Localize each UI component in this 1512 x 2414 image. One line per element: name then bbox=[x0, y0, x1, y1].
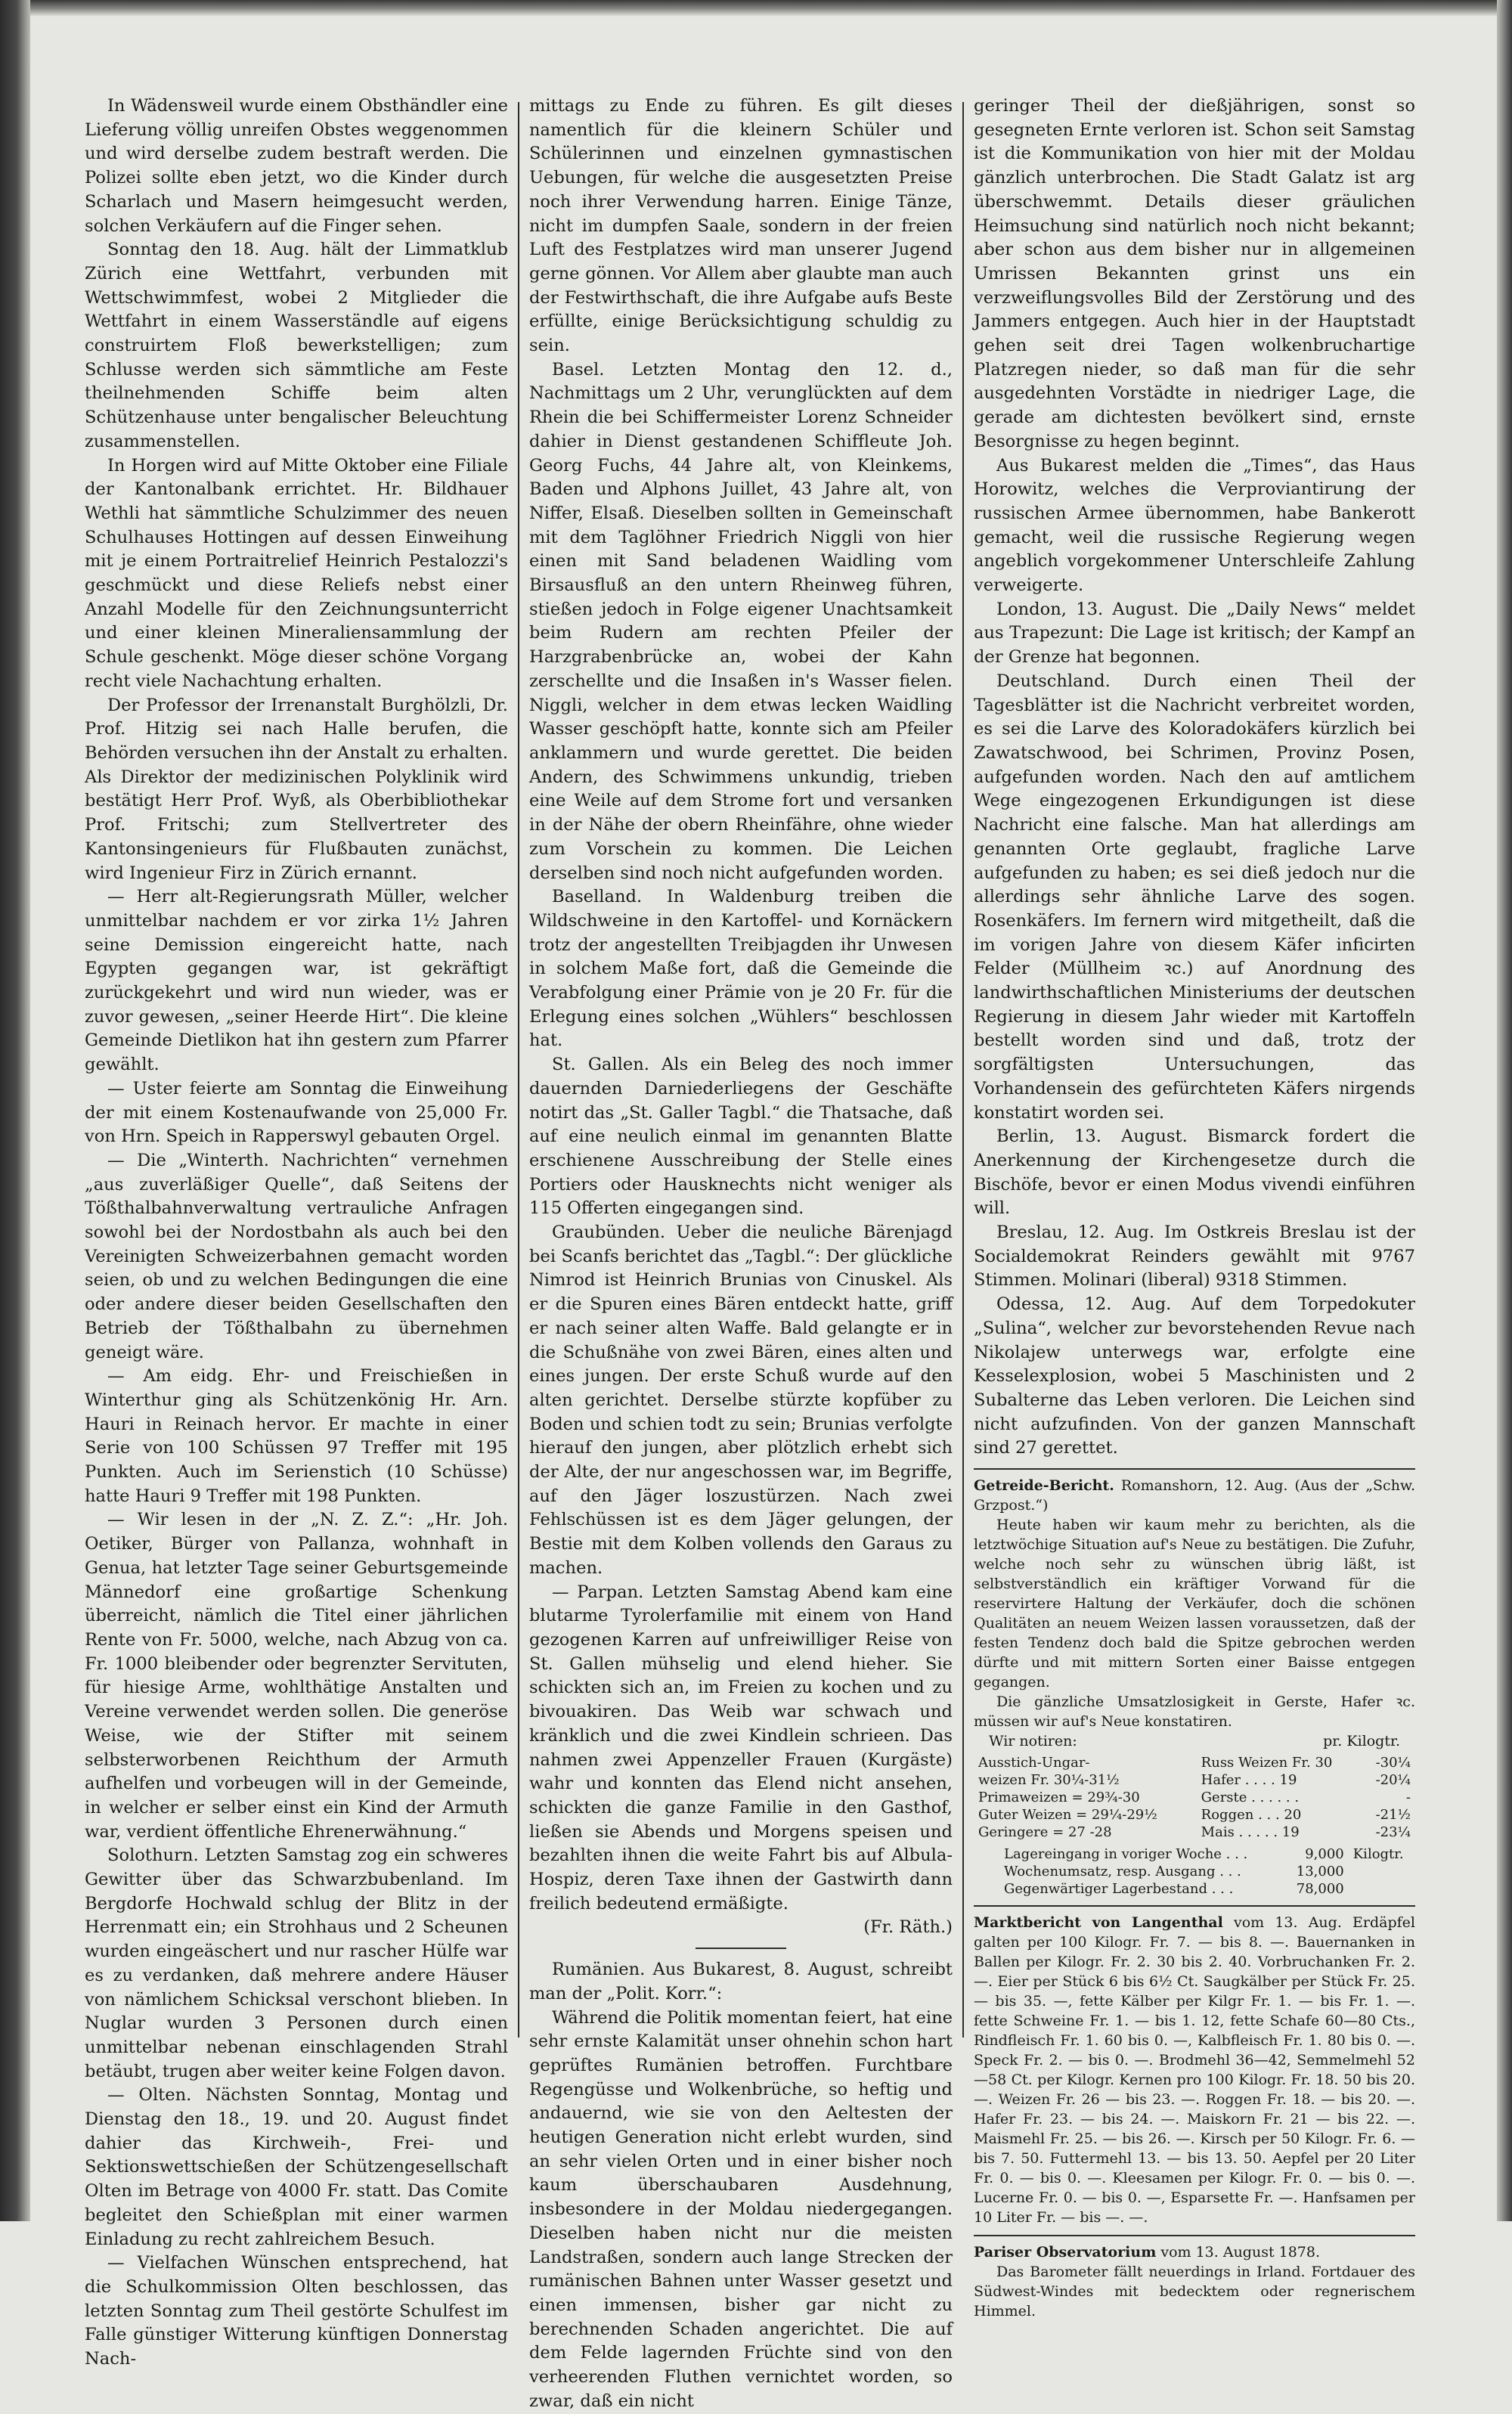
observatory-report bbox=[974, 2242, 1415, 2321]
table-cell: -21½ bbox=[1375, 1807, 1411, 1824]
table-row bbox=[974, 1754, 1415, 1771]
table-cell: Primaweizen = 29¾-30 bbox=[978, 1790, 1140, 1806]
table-cell: weizen Fr. 30¼-31½ bbox=[978, 1772, 1120, 1789]
article-solothurn: Solothurn. Letzten Samstag zog ein schweres Gewitter über das Schwarzbubenland. Im Bergdorfe Hochwald schlug der Blitz in der Herrenmatt ein; ein Strohhaus und 2 Scheunen wurden eingeäschert und nur rascher Hülfe war es zu verdanken, daß mehrere andere Häuser von nämlichem Schicksal verschont blieben. In Nuglar wurden 3 Personen durch einen unmittelbar nebenan einschlagenden Strahl betäubt, trugen aber weiter keine Folgen davon. bbox=[85, 1845, 508, 2081]
article-rumaenien: Während die Politik momentan feiert, hat eine sehr ernste Kalamität unser ohnehin schon hart geprüftes Rumänien betroffen. Furchtbare Regengüsse und Wolkenbrüche, so heftig und andauernd, wie sie von den Aeltesten der heutigen Generation nicht erlebt wurden, sind an sehr vielen Orten und in einer bisher noch kaum überschaubaren Ausdehnung, insbesondere in der Moldau niedergegangen. Dieselben haben nicht nur die meisten Landstraßen, sondern auch lange Strecken der rumänischen Bahnen unter Wasser gesetzt und einen immensen, bisher gar nicht zu berechnenden Schaden angerichtet. Die auf dem Felde lagernden Früchte sind von den verheerenden Fluthen vernichtet worden, so zwar, daß ein nicht bbox=[529, 2007, 953, 2411]
table-row bbox=[974, 1806, 1415, 1824]
observatory-heading: vom 13. August 1878. bbox=[1160, 2244, 1321, 2261]
column-rule-2 bbox=[962, 102, 964, 2037]
scan-left-edge bbox=[0, 0, 30, 2221]
observatory-title: Pariser Observatorium bbox=[974, 2244, 1157, 2261]
article-burghoelzli: Der Professor der Irrenanstalt Burghölzli, Dr. Prof. Hitzig sei nach Halle berufen, die Behörden versuchen ihn der Anstalt zu erhalten. Als Direktor der medizinischen Polyklinik wird bestätigt Herr Prof. Wyß, als Oberbibliothekar Prof. Fritschi; zum Stellvertreter des Kantonsingenieurs für Flußbauten zunächst, wird Ingenieur Firz in Zürich ernannt. bbox=[85, 695, 508, 883]
grain-report-divider bbox=[974, 1468, 1415, 1470]
column-rule-1 bbox=[518, 102, 519, 2037]
market-report-title: Marktbericht von Langenthal bbox=[974, 1914, 1223, 1932]
table-cell: Ausstich-Ungar- bbox=[978, 1755, 1090, 1771]
article-london: London, 13. August. Die „Daily News“ meldet aus Trapezunt: Die Lage ist kritisch; der Kampf an der Grenze hat begonnen. bbox=[974, 599, 1415, 668]
market-report bbox=[974, 1913, 1415, 2227]
table-cell: 78,000 bbox=[1296, 1881, 1344, 1898]
article-horgen: In Horgen wird auf Mitte Oktober eine Filiale der Kantonalbank errichtet. Hr. Bildhauer Wethli hat sämmtliche Schulzimmer des neuen Schulhauses Hottingen auf dessen Einweihung mit je einem Portraitrelief Heinrich Pestalozzi's geschmückt und diese Reliefs nebst einer Anzahl Modelle für den Zeichnungsunterricht und einer kleinen Mineraliensammlung der Schule geschenkt. Möge dieser schöne Vorgang recht viele Nachachtung erhalten. bbox=[85, 455, 508, 691]
article-breslau: Breslau, 12. Aug. Im Ostkreis Breslau ist der Socialdemokrat Reinders gewählt mit 9767 Stimmen. Molinari (liberal) 9318 Stimmen. bbox=[974, 1222, 1415, 1291]
table-row bbox=[974, 1863, 1415, 1880]
market-report-divider bbox=[974, 1905, 1415, 1907]
article-olten: — Olten. Nächsten Sonntag, Montag und Dienstag den 18., 19. und 20. August findet dahier das Kirchweih-, Frei- und Sektionswettschießen der Schützengesellschaft Olten im Betrage von 4000 Fr. statt. Das Comite begleitet den Schießplan mit einer warmen Einladung zu recht zahlreichem Besuch. bbox=[85, 2085, 508, 2249]
table-cell: Gegenwärtiger Lagerbestand . . . bbox=[1004, 1881, 1234, 1898]
column-1 bbox=[85, 95, 508, 2369]
article-schulfest-cont: mittags zu Ende zu führen. Es gilt dieses namentlich für die kleinern Schüler und Schülerinnen und einzelnen gymnastischen Uebungen, für welche die ausgesetzten Preise noch ihrer Verwendung harren. Einige Tänze, nicht im dumpfen Saale, sondern in der freien Luft des Festplatzes wird man unserer Jugend gerne gönnen. Vor Allem aber glaubte man auch der Festwirthschaft, die ihre Aufgabe aufs Beste erfüllte, einige Berücksichtigung schuldig zu sein. bbox=[529, 96, 953, 356]
table-cell: Lagereingang in voriger Woche . . . bbox=[1004, 1846, 1248, 1863]
table-cell: 9,000 bbox=[1305, 1846, 1344, 1863]
table-cell: Gerste . . . . . . bbox=[1201, 1790, 1300, 1806]
table-cell: Mais . . . . . 19 bbox=[1201, 1824, 1300, 1841]
article-freischiessen: — Am eidg. Ehr- und Freischießen in Winterthur ging als Schützenkönig Hr. Arn. Hauri in Reinach hervor. Er machte in einer Serie von 100 Schüssen 97 Treffer mit 195 Punkten. Auch im Serienstich (10 Schüsse) hatte Hauri 9 Treffer mit 198 Punkten. bbox=[85, 1366, 508, 1506]
table-row bbox=[974, 1789, 1415, 1806]
article-st-gallen: St. Gallen. Als ein Beleg des noch immer dauernden Darniederliegens der Geschäfte notirt das „St. Galler Tagbl.“ die Thatsache, daß auf eine neulich einmal im genannten Blatte erschienene Ausschreibung der Stelle eines Portiers oder Hausknechts nicht weniger als 115 Offerten eingegangen sind. bbox=[529, 1055, 953, 1219]
article-schulfest: — Vielfachen Wünschen entsprechend, hat die Schulkommission Olten beschlossen, das letzten Sonntag zum Theil gestörte Schulfest im Falle günstiger Witterung künftigen Donnerstag Nach- bbox=[85, 2253, 508, 2369]
column-2 bbox=[529, 95, 953, 2411]
article-parpan: — Parpan. Letzten Samstag Abend kam eine blutarme Tyrolerfamilie mit einem von Hand gezogenen Karren auf unfreiwilliger Reise von St. Gallen mühselig und elend hieher. Sie schickten sich an, im Freien zu kochen und zu bivouakiren. Das Weib war schwach und kränklich und die zwei Kindlein schrieen. Das nahmen zwei Appenzeller Frauen (Kurgäste) wahr und konnten das Elend nicht ansehen, schickten die ganze Familie in den Gasthof, ließen sie Abends und Morgens speisen und bezahlten ihnen die weite Fahrt bis auf Albula-Hospiz, deren Taxe ihnen der Gastwirth dann freilich bedeutend ermäßigte. bbox=[529, 1582, 953, 1914]
article-graubuenden: Graubünden. Ueber die neuliche Bärenjagd bei Scanfs berichtet das „Tagbl.“: Der glückliche Nimrod ist Heinrich Brunias von Cinuskel. Als er die Spuren eines Bären entdeckt hatte, griff er nach seiner alten Waffe. Bald gelangte er in die Schußnähe von zwei Bären, eines alten und eines jungen. Der erste Schuß wurde auf den alten gerichtet. Derselbe stürzte kopfüber zu Boden und schien todt zu sein; Brunias verfolgte hierauf den jungen, aber plötzlich erhebt sich der Alte, der nur angeschossen war, im Begriffe, auf den Jäger loszustürzen. Nach zwei Fehlschüssen ist es dem Jäger gelungen, der Bestie mit dem Kolben vollends den Garaus zu machen. bbox=[529, 1222, 953, 1578]
grain-unit-label: pr. Kilogtr. bbox=[1323, 1733, 1400, 1750]
grain-price-table bbox=[974, 1754, 1415, 1841]
article-baselland: Baselland. In Waldenburg treiben die Wildschweine in den Kartoffel- und Kornäckern trotz der angestellten Treibjagden ihr Unwesen in solchem Maße fort, daß die Gemeinde die Verabfolgung einer Prämie von je 20 Fr. für die Erlegung eines solchen „Wühlers“ beschlossen hat. bbox=[529, 887, 953, 1051]
article-bukarest-times: Aus Bukarest melden die „Times“, das Haus Horowitz, welches die Verproviantirung der russischen Armee übernommen, habe Bankerott gemacht, weil die russische Regierung wegen angeblich vorgekommener Unterschleife Zahlung verweigerte. bbox=[974, 455, 1415, 596]
table-cell bbox=[1349, 1880, 1415, 1898]
newspaper-page bbox=[85, 95, 1415, 2411]
table-cell: -20¼ bbox=[1375, 1772, 1411, 1789]
scan-top-edge bbox=[0, 0, 1512, 17]
table-cell: Guter Weizen = 29¼-29½ bbox=[978, 1807, 1157, 1824]
table-row bbox=[974, 1824, 1415, 1841]
article-oetiker: — Wir lesen in der „N. Z. Z.“: „Hr. Joh. Oetiker, Bürger von Pallanza, wohnhaft in Genua, hat letzter Tage seiner Geburtsgemeinde Männedorf eine großartige Schenkung überreicht, nämlich die Titel einer jährlichen Rente von Fr. 5000, welche, nach Abzug von ca. Fr. 1000 bleibender oder begrenzter Servituten, für hiesige Arme, wohlthätige Anstalten und Vereine verwendet werden sollen. Die generöse Weise, wie der Stifter mit seinem selbsterworbenen Reichthum der Armuth aufhelfen und vorbeugen will in der Gemeinde, in welcher er selber einst ein Kind der Armuth war, verdient öffentliche Ehrenerwähnung.“ bbox=[85, 1510, 508, 1842]
table-cell: -30¼ bbox=[1375, 1755, 1411, 1771]
grain-notiren-label: Wir notiren: bbox=[989, 1733, 1077, 1750]
article-waedensweil: In Wädensweil wurde einem Obsthändler eine Lieferung völlig unreifen Obstes weggenommen und wird derselbe zudem bestraft werden. Die Polizei sollte eben jetzt, wo die Kinder durch Scharlach und Masern heimgesucht werden, solchen Verkäufern auf die Finger sehen. bbox=[85, 96, 508, 236]
table-cell bbox=[1349, 1863, 1415, 1880]
grain-report-text-1: Heute haben wir kaum mehr zu berichten, als die letztwöchige Situation auf's Neue zu bestätigen. Die Zufuhr, welche noch sehr zu wünschen übrig läßt, ist selbstverständlich ein kräftiger Vorwand für die reservirtere Haltung der Verkäufer, doch die schönen Qualitäten an neuem Weizen lassen voraussetzen, daß der festen Tendenz doch bald die Spitze gebrochen werden dürfte und mit mittern Sorten einer Baisse entgegen gegangen. bbox=[974, 1517, 1415, 1691]
grain-report-text-2: Die gänzliche Umsatzlosigkeit in Gerste, Hafer ꝛc. müssen wir auf's Neue konstatiren. bbox=[974, 1694, 1415, 1731]
grain-report-title: Getreide-Bericht. bbox=[974, 1477, 1114, 1495]
table-row bbox=[974, 1880, 1415, 1898]
scan-right-edge bbox=[1497, 0, 1512, 2221]
grain-report bbox=[974, 1476, 1415, 1898]
table-cell: Kilogtr. bbox=[1352, 1846, 1404, 1863]
article-limmatklub: Sonntag den 18. Aug. hält der Limmatklub Zürich eine Wettfahrt, verbunden mit Wettschwimmfest, wobei 2 Mitglieder die Wettfahrt in einem Wasserständle auf eigens construirtem Floß bewerkstelligen; zum Schlusse werden sich sämmtliche am Feste theilnehmenden Schiffe beim alten Schützenhause unter bengalischer Beleuchtung zusammenstellen. bbox=[85, 240, 508, 451]
section-divider bbox=[696, 1948, 786, 1949]
table-cell: -23¼ bbox=[1375, 1824, 1411, 1841]
table-cell: Wochenumsatz, resp. Ausgang . . . bbox=[1004, 1864, 1241, 1880]
table-cell: Russ Weizen Fr. 30 bbox=[1201, 1755, 1333, 1771]
observatory-divider bbox=[974, 2235, 1415, 2236]
table-cell: Hafer . . . . 19 bbox=[1201, 1772, 1297, 1789]
article-rumaenien-cont: geringer Theil der dießjährigen, sonst so gesegneten Ernte verloren ist. Schon seit Samstag ist die Kommunikation von hier mit der Moldau gänzlich unterbrochen. Die Stadt Galatz ist arg überschwemmt. Details dieser gräulichen Heimsuchung sind natürlich noch nicht bekannt; aber schon aus dem bisher nur in allgemeinen Umrissen Bekannten grinst uns ein verzweiflungsvolles Bild der Zerstörung und des Jammers entgegen. Auch hier in der Hauptstadt gehen seit drei Tagen wolkenbruchartige Platzregen nieder, so daß man für die sehr ausgedehnten Vorstädte in niedriger Lage, die gerade am dichtesten bevölkert sind, ernste Besorgnisse zu hegen beginnt. bbox=[974, 96, 1415, 451]
article-basel: Basel. Letzten Montag den 12. d., Nachmittags um 2 Uhr, verunglückten auf dem Rhein die bei Schiffermeister Lorenz Schneider dahier in Dienst gestandenen Schiffleute Joh. Georg Fuchs, 44 Jahre alt, von Kleinkems, Baden und Alphons Juillet, 43 Jahre alt, von Niffer, Elsaß. Dieselben sollten in Gemeinschaft mit dem Taglöhner Friedrich Niggli von hier einen mit Sand beladenen Waidling vom Birsausfluß an den untern Rheinweg führen, stießen jedoch in Folge eigener Unachtsamkeit beim Rudern am rechten Pfeiler der Harzgrabenbrücke an, wobei der Kahn zerschellte und die Insaßen in's Wasser fielen. Niggli, welcher in dem etwas lecken Waidling Wasser geschöpft hatte, konnte sich am Pfeiler anklammern und wurde gerettet. Die beiden Andern, des Schwimmens unkundig, trieben eine Weile auf dem Strome fort und versanken in der Nähe der obern Rheinfähre, ohne wieder zum Vorschein zu kommen. Die Leichen derselben sind noch nicht aufgefunden worden. bbox=[529, 359, 953, 883]
article-berlin: Berlin, 13. August. Bismarck fordert die Anerkennung der Kirchengesetze durch die Bischöfe, bevor er einen Modus vivendi einführen will. bbox=[974, 1126, 1415, 1219]
market-report-text: vom 13. Aug. Erdäpfel galten per 100 Kilogr. Fr. 7. — bis 8. —. Bauernanken in Ballen per Kilogr. Fr. 2. 30 bis 2. 40. Vorbruchanken Fr. 2. —. Eier per Stück 6 bis 6½ Ct. Saugkälber per Stück Fr. 25. — bis 35. —, fette Kälber per Kilgr Fr. 1. — bis Fr. 1. —. fette Schweine Fr. 1. — bis 1. 12, fette Schafe 60—80 Cts., Rindfleisch Fr. 1. 60 bis 0. —, Kalbfleisch Fr. 1. 80 bis 0. —. Speck Fr. 2. — bis 0. —. Brodmehl 36—42, Semmelmehl 52—58 Ct. per Kilogr. Kernen pro 100 Kilogr. Fr. 18. 50 bis 20. —. Weizen Fr. 26 — bis 23. —. Roggen Fr. 18. — bis 20. —. Hafer Fr. 23. — bis 24. —. Maiskorn Fr. 21 — bis 22. —. Maismehl Fr. 25. — bis 26. —. Kirsch per 50 Kilogr. Fr. 6. — bis 7. 50. Futtermehl 13. — bis 13. 50. Aepfel per 20 Liter Fr. 0. — bis 0. —. Kleesamen per Kilogr. Fr. 0. — bis 0. —. Lucerne Fr. 0. — bis 0. —, Esparsette Fr. —. Hanfsamen per 10 Liter Fr. — bis —. —. bbox=[974, 1914, 1415, 2227]
grain-report-heading: Romanshorn, 12. Aug. (Aus der „Schw. Grzpost.“) bbox=[974, 1477, 1415, 1514]
article-uster: — Uster feierte am Sonntag die Einweihung der mit einem Kostenaufwande von 25,000 Fr. von Hrn. Speich in Rapperswyl gebauten Orgel. bbox=[85, 1078, 508, 1147]
table-cell: Roggen . . . 20 bbox=[1201, 1807, 1302, 1824]
table-row bbox=[974, 1771, 1415, 1789]
observatory-text: Das Barometer fällt neuerdings in Irland. Fortdauer des Südwest-Windes mit bedecktem oder regnerischem Himmel. bbox=[974, 2264, 1415, 2320]
column-3 bbox=[974, 95, 1415, 2320]
article-mueller: — Herr alt-Regierungsrath Müller, welcher unmittelbar nachdem er vor zirka 1½ Jahren seine Demission eingereicht hatte, nach Egypten gegangen war, ist gekräftigt zurückgekehrt und wird nun wieder, was er zuvor gewesen, „seiner Heerde Hirt“. Die kleine Gemeinde Dietlikon hat ihn gestern zum Pfarrer gewählt. bbox=[85, 887, 508, 1075]
article-rumaenien-head: Rumänien. Aus Bukarest, 8. August, schreibt man der „Polit. Korr.“: bbox=[529, 1960, 953, 2003]
table-cell: - bbox=[1405, 1790, 1411, 1806]
table-cell: 13,000 bbox=[1296, 1864, 1344, 1880]
article-deutschland: Deutschland. Durch einen Theil der Tagesblätter ist die Nachricht verbreitet worden, es sei die Larve des Koloradokäfers kürzlich bei Zawatschwood, bei Schrimen, Provinz Posen, aufgefunden worden. Nach den auf amtlichem Wege eingezogenen Erkundigungen ist diese Nachricht eine falsche. Man hat allerdings am genannten Orte geglaubt, fragliche Larve aufgefunden zu haben; es sei dieß jedoch nur die allerdings sehr ähnliche Larve des sogen. Rosenkäfers. Im fernern wird mitgetheilt, daß die im vorigen Jahre von diesem Käfer inficirten Felder (Müllheim ꝛc.) auf Anordnung des landwirthschaftlichen Ministeriums der deutschen Regierung in diesem Jahr wieder mit Kartoffeln bestellt worden sind und daß, trotz der sorgfältigsten Untersuchungen, das Vorhandensein des gefürchteten Käfers nirgends konstatirt worden sei. bbox=[974, 671, 1415, 1123]
grain-stock-table bbox=[974, 1845, 1415, 1898]
article-parpan-source: (Fr. Räth.) bbox=[863, 1917, 953, 1938]
table-cell: Geringere = 27 -28 bbox=[978, 1824, 1112, 1841]
article-toessthalbahn: — Die „Winterth. Nachrichten“ vernehmen „aus zuverläßiger Quelle“, daß Seitens der Tößthalbahnverwaltung vertrauliche Anfragen sowohl bei der Nordostbahn als auch bei den Vereinigten Schweizerbahnen gemacht worden seien, ob und zu welchen Bedingungen die eine oder andere dieser beiden Gesellschaften den Betrieb der Tößthalbahn zu übernehmen geneigt wäre. bbox=[85, 1150, 508, 1362]
table-row bbox=[974, 1845, 1415, 1863]
article-odessa: Odessa, 12. Aug. Auf dem Torpedokuter „Sulina“, welcher zur bevorstehenden Revue nach Nikolajew unterwegs war, erfolgte eine Kesselexplosion, wobei 5 Maschinisten und 2 Subalterne das Leben verloren. Die Leichen sind nicht aufzufinden. Von der ganzen Mannschaft sind 27 gerettet. bbox=[974, 1294, 1415, 1458]
